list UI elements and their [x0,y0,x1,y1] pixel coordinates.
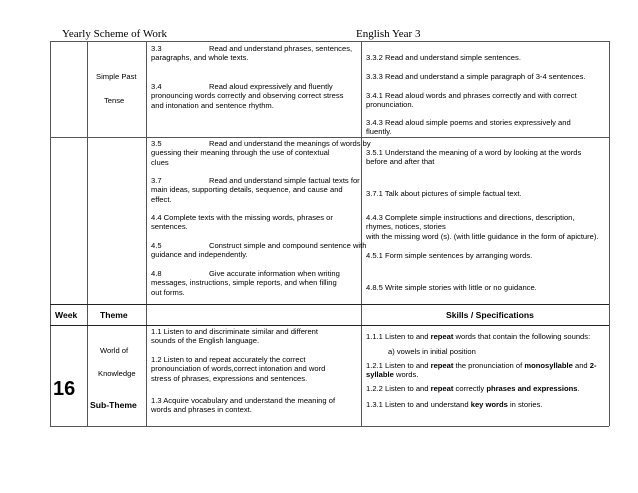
grid-line [87,41,88,426]
column-header-theme: Theme [100,310,128,320]
standard-3-5: 3.5 Read and understand the meanings of words by guessing their meaning through the use of contextual clues [151,139,371,167]
skill-1-2-2: 1.2.2 Listen to and repeat correctly phrases and expressions. [366,384,580,393]
grid-line [50,325,609,326]
column-header-week: Week [55,310,78,320]
column-header-skills: Skills / Specifications [446,310,534,320]
skill-1-3-1: 1.3.1 Listen to and understand key words in stories. [366,400,543,409]
grid-line [50,426,609,427]
theme-label: Tense [104,96,125,105]
sub-theme-label: Sub-Theme [90,400,137,410]
grid-line [146,41,147,426]
grid-line [50,304,609,305]
week-number: 16 [53,378,76,400]
grid-line [50,41,609,42]
skill-1-1-1: 1.1.1 Listen to and repeat words that contain the following sounds: [366,332,591,341]
skill-3-4-3: 3.4.3 Read aloud simple poems and stories expressively and fluently. [366,118,571,137]
standard-4-8: 4.8 Give accurate information when writing messages, instructions, simple reports, and when filling out forms. [151,269,340,297]
grid-line [361,41,362,426]
standard-1-1: 1.1 Listen to and discriminate similar and different sounds of the English language. [151,327,319,346]
theme-label: World of [100,346,129,355]
skill-3-3-2: 3.3.2 Read and understand simple sentences. [366,53,521,62]
skill-3-5-1: 3.5.1 Understand the meaning of a word by looking at the words before and after that [366,148,582,167]
grid-line [50,137,609,138]
standard-1-3: 1.3 Acquire vocabulary and understand the meaning of words and phrases in context. [151,396,336,415]
theme-label: Knowledge [98,369,136,378]
standard-3-3: 3.3 Read and understand phrases, sentences, paragraphs, and whole texts. [151,44,353,63]
skill-4-4-3: 4.4.3 Complete simple instructions and directions, description, rhymes, notices, stories with the missing word (s). (with little guidance in the form of apicture). [366,213,599,241]
skill-4-8-5: 4.8.5 Write simple stories with little or no guidance. [366,283,537,292]
skill-4-5-1: 4.5.1 Form simple sentences by arranging words. [366,251,533,260]
standard-3-4: 3.4 Read aloud expressively and fluently pronouncing words correctly and observing correct stress and intonation and sentence rhythm. [151,82,344,110]
theme-label: Simple Past [96,72,137,81]
grid-line [609,41,610,426]
standard-1-2: 1.2 Listen to and repeat accurately the correct pronounciation of words,correct intonation and word stress of phrases, expressions and sentences. [151,355,326,383]
skill-1-2-1: 1.2.1 Listen to and repeat the pronunciation of monosyllable and 2- syllable words. [366,361,597,380]
skill-3-3-3: 3.3.3 Read and understand a simple paragraph of 3-4 sentences. [366,72,586,81]
standard-4-4: 4.4 Complete texts with the missing words, phrases or sentences. [151,213,333,232]
standard-4-5: 4.5 Construct simple and compound sentence with guidance and independently. [151,241,367,260]
doc-header-left: Yearly Scheme of Work [62,28,168,40]
doc-header-right: English Year 3 [356,28,421,40]
skill-3-4-1: 3.4.1 Read aloud words and phrases correctly and with correct pronunciation. [366,91,577,110]
skill-3-7-1: 3.7.1 Talk about pictures of simple factual text. [366,189,522,198]
grid-line [50,41,51,426]
skill-1-1-1-sub: a) vowels in initial position [388,347,476,356]
standard-3-7: 3.7 Read and understand simple factual texts for main ideas, supporting details, sequence, and cause and effect. [151,176,360,204]
